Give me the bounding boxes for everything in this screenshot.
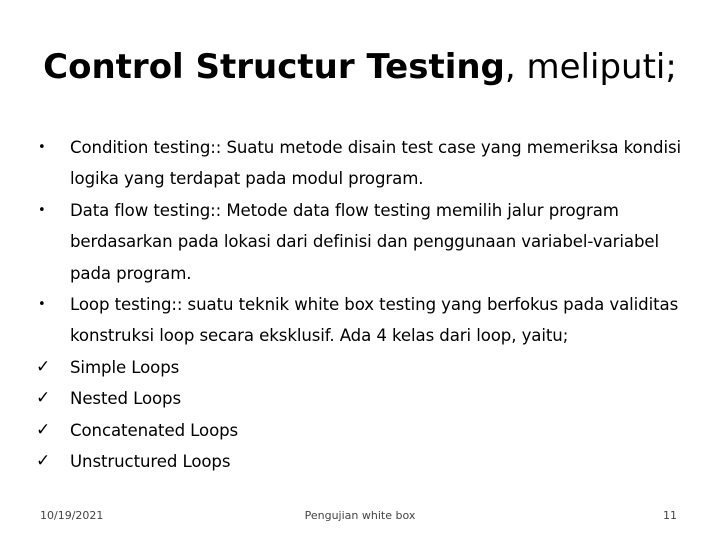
slide-title — [0, 44, 720, 90]
footer-date: 10/19/2021 — [40, 509, 104, 522]
list-item-concatenated-loops — [36, 415, 696, 446]
list-item-text: Simple Loops — [70, 357, 180, 377]
list-item-text: Nested Loops — [70, 389, 182, 409]
list-item-condition-testing — [36, 132, 696, 195]
bullet-list — [36, 132, 696, 477]
bullet-icon: • — [38, 297, 46, 313]
list-item-text: Condition testing:: Suatu metode disain test case yang memeriksa kondisi logika yang terdapat pada modul program. — [70, 138, 682, 189]
checkmark-icon: ✓ — [36, 356, 51, 377]
list-item-simple-loops — [36, 352, 696, 383]
bullet-icon: • — [38, 202, 46, 218]
checkmark-icon: ✓ — [36, 419, 51, 440]
list-item-unstructured-loops — [36, 446, 696, 477]
list-item-text: Concatenated Loops — [70, 420, 239, 440]
list-item-text: Data flow testing:: Metode data flow testing memilih jalur program berdasarkan pada lokasi dari definisi dan penggunaan variabel-variabel pada program. — [70, 200, 660, 283]
footer-title: Pengujian white box — [304, 509, 416, 522]
checkmark-icon: ✓ — [36, 451, 51, 472]
slide-title-rest: , meliputi; — [504, 47, 677, 87]
list-item-nested-loops — [36, 383, 696, 414]
page-number: 11 — [663, 509, 677, 522]
bullet-icon: • — [38, 140, 46, 155]
slide-title-bold: Control Structur Testing — [43, 47, 505, 87]
checkmark-icon: ✓ — [36, 388, 51, 409]
list-item-loop-testing — [36, 289, 696, 352]
list-item-data-flow-testing — [36, 195, 696, 289]
list-item-text: Unstructured Loops — [70, 452, 231, 472]
list-item-text: Loop testing:: suatu teknik white box testing yang berfokus pada validitas konstruksi loop secara eksklusif. Ada 4 kelas dari loop, yaitu; — [70, 295, 679, 346]
